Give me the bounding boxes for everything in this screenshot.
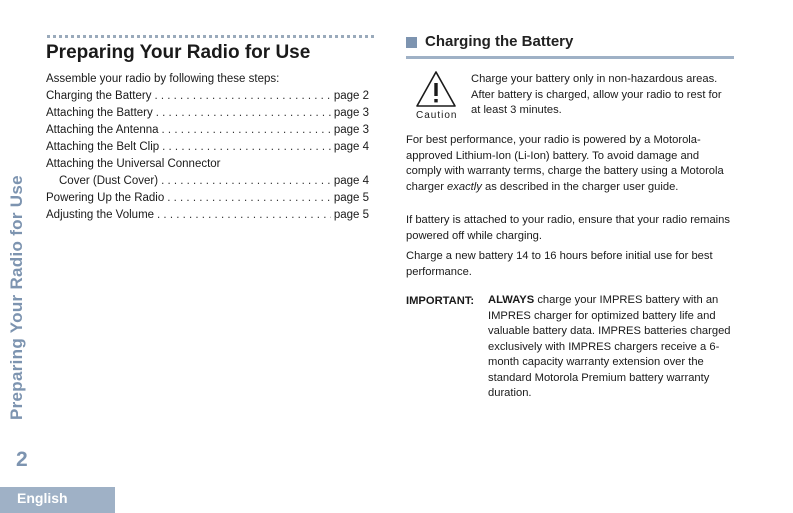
toc-item[interactable] [46, 107, 369, 124]
caution-icon [414, 69, 458, 109]
toc-item-title: Attaching the Universal Connector [46, 158, 221, 170]
toc-leader [162, 124, 331, 136]
toc-item-title: Attaching the Antenna [46, 124, 159, 136]
toc-item-page: page 3 [333, 124, 369, 136]
toc-item-title: Attaching the Belt Clip [46, 141, 160, 153]
body-paragraph: If battery is attached to your radio, ensure that your radio remains powered off while charging. [406, 214, 730, 242]
body-paragraph: Charge a new battery 14 to 16 hours before initial use for best performance. [406, 250, 713, 278]
paragraph-text: as described in the charger user guide. [481, 180, 679, 193]
toc-item-title: Attaching the Battery [46, 107, 153, 119]
intro-text: Assemble your radio by following these steps: [46, 73, 280, 85]
side-section-title: Preparing Your Radio for Use [7, 175, 26, 420]
toc-item[interactable] [46, 141, 369, 158]
toc-item-page: page 2 [333, 90, 369, 102]
toc-item-title: Charging the Battery [46, 90, 152, 102]
body-paragraph [406, 133, 731, 195]
toc-item-page: page 4 [333, 175, 369, 187]
section-divider [47, 35, 374, 41]
toc-item[interactable] [46, 175, 369, 192]
table-of-contents [46, 90, 369, 226]
toc-item-page: page 3 [333, 107, 369, 119]
heading-square-icon [406, 37, 417, 48]
emphasis-text: exactly [447, 180, 482, 193]
important-label: IMPORTANT: [406, 295, 475, 307]
toc-item-title: Cover (Dust Cover) [59, 175, 159, 187]
caution-label: Caution [416, 110, 458, 121]
toc-leader [162, 141, 331, 153]
toc-item[interactable] [46, 124, 369, 141]
section-heading [406, 32, 734, 59]
important-emphasis: ALWAYS [488, 294, 535, 306]
page-number: 2 [16, 448, 28, 471]
toc-item-page: page 4 [333, 141, 369, 153]
toc-item[interactable] [46, 158, 369, 175]
toc-item[interactable] [46, 90, 369, 107]
toc-item[interactable] [46, 192, 369, 209]
toc-leader [157, 209, 331, 221]
toc-item-title: Powering Up the Radio [46, 192, 165, 204]
paragraph-text: For best performance, your radio is powered by a Motorola-approved Lithium-Ion (Li-Ion) battery. To avoid damage and comply with warranty terms, charge the battery using a Motorola charger [406, 134, 724, 193]
toc-item-title: Adjusting the Volume [46, 209, 155, 221]
toc-leader [156, 107, 331, 119]
section-title: Charging the Battery [425, 33, 574, 50]
toc-item-page: page 5 [333, 192, 369, 204]
toc-leader [161, 175, 331, 187]
toc-item[interactable] [46, 209, 369, 226]
language-tab: English [0, 487, 115, 513]
toc-leader [154, 90, 330, 102]
toc-leader [167, 192, 331, 204]
important-text: charge your IMPRES battery with an IMPRES charger for optimized battery life and valuable battery data. IMPRES batteries charged exclusively with IMPRES chargers receive a 6-month capacity warranty extension over the standard Motorola Premium battery warranty duration. [488, 294, 731, 399]
caution-text: Charge your battery only in non-hazardous areas. After battery is charged, allow your radio to rest for at least 3 minutes. [471, 73, 722, 116]
page-title: Preparing Your Radio for Use [46, 42, 311, 63]
important-note [488, 293, 734, 402]
toc-item-page: page 5 [333, 209, 369, 221]
